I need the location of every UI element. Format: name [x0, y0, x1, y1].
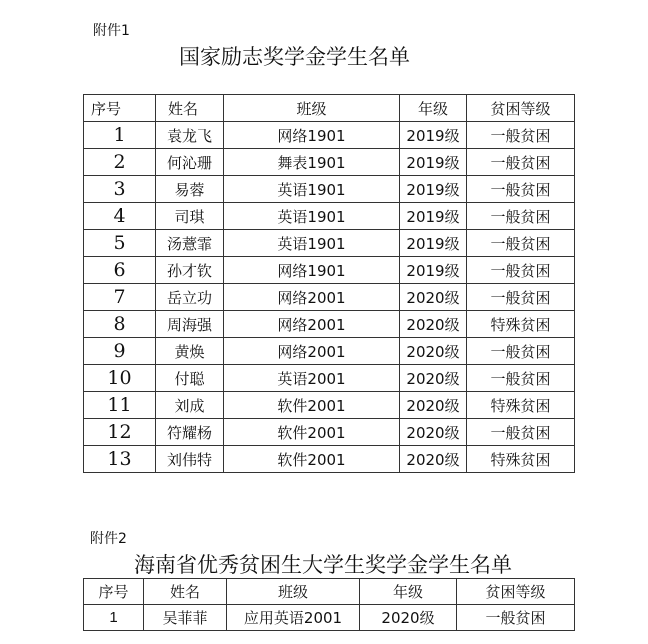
cell-class: 网络2001	[224, 338, 400, 365]
cell-poverty-level: 特殊贫困	[467, 311, 575, 338]
cell-seq: 10	[84, 365, 156, 392]
cell-seq: 3	[84, 176, 156, 203]
cell-grade: 2020级	[400, 392, 467, 419]
attachment-label-1: 附件1	[93, 23, 130, 39]
table-row	[84, 149, 575, 176]
cell-name: 黄焕	[156, 338, 224, 365]
cell-seq: 1	[84, 122, 156, 149]
cell-class: 网络1901	[224, 122, 400, 149]
cell-seq: 7	[84, 284, 156, 311]
cell-class: 应用英语2001	[227, 605, 360, 631]
cell-poverty-level: 一般贫困	[467, 149, 575, 176]
cell-name: 周海强	[156, 311, 224, 338]
cell-name: 刘伟特	[156, 446, 224, 473]
cell-seq: 4	[84, 203, 156, 230]
cell-name: 何沁珊	[156, 149, 224, 176]
cell-name: 付聪	[156, 365, 224, 392]
cell-class: 网络1901	[224, 257, 400, 284]
cell-grade: 2020级	[400, 311, 467, 338]
table-row	[84, 284, 575, 311]
cell-grade: 2019级	[400, 176, 467, 203]
cell-grade: 2019级	[400, 122, 467, 149]
cell-name: 吴菲菲	[144, 605, 227, 631]
cell-seq: 8	[84, 311, 156, 338]
cell-seq: 13	[84, 446, 156, 473]
header-grade: 年级	[400, 95, 467, 122]
cell-class: 英语1901	[224, 230, 400, 257]
student-table-2	[83, 578, 575, 631]
cell-grade: 2019级	[400, 203, 467, 230]
table-row	[84, 419, 575, 446]
table-row	[84, 338, 575, 365]
header-poverty-level: 贫困等级	[467, 95, 575, 122]
table-row	[84, 230, 575, 257]
table-row	[84, 257, 575, 284]
cell-poverty-level: 一般贫困	[467, 338, 575, 365]
cell-poverty-level: 一般贫困	[467, 122, 575, 149]
attachment-label-2: 附件2	[90, 531, 127, 547]
cell-class: 软件2001	[224, 446, 400, 473]
cell-grade: 2020级	[400, 338, 467, 365]
header-class: 班级	[227, 579, 360, 605]
cell-name: 孙才钦	[156, 257, 224, 284]
table-row	[84, 122, 575, 149]
cell-seq: 9	[84, 338, 156, 365]
cell-grade: 2019级	[400, 230, 467, 257]
cell-seq: 1	[84, 605, 144, 631]
cell-name: 岳立功	[156, 284, 224, 311]
table-row	[84, 176, 575, 203]
cell-class: 英语1901	[224, 176, 400, 203]
cell-grade: 2020级	[400, 419, 467, 446]
cell-grade: 2019级	[400, 257, 467, 284]
cell-poverty-level: 一般贫困	[467, 257, 575, 284]
cell-poverty-level: 一般贫困	[467, 419, 575, 446]
header-class: 班级	[224, 95, 400, 122]
cell-grade: 2019级	[400, 149, 467, 176]
cell-poverty-level: 特殊贫困	[467, 392, 575, 419]
cell-poverty-level: 一般贫困	[467, 176, 575, 203]
cell-class: 软件2001	[224, 419, 400, 446]
cell-name: 符耀杨	[156, 419, 224, 446]
cell-class: 英语1901	[224, 203, 400, 230]
student-table-1	[83, 94, 575, 473]
header-grade: 年级	[360, 579, 457, 605]
table-row	[84, 311, 575, 338]
header-name: 姓名	[156, 95, 224, 122]
cell-poverty-level: 一般贫困	[467, 203, 575, 230]
cell-class: 网络2001	[224, 311, 400, 338]
cell-class: 网络2001	[224, 284, 400, 311]
cell-name: 袁龙飞	[156, 122, 224, 149]
cell-seq: 5	[84, 230, 156, 257]
cell-seq: 11	[84, 392, 156, 419]
cell-name: 易蓉	[156, 176, 224, 203]
cell-name: 汤薏霏	[156, 230, 224, 257]
table-row	[84, 365, 575, 392]
cell-grade: 2020级	[400, 284, 467, 311]
table-row	[84, 392, 575, 419]
cell-poverty-level: 一般贫困	[457, 605, 575, 631]
cell-poverty-level: 一般贫困	[467, 365, 575, 392]
header-seq: 序号	[84, 95, 156, 122]
table-row	[84, 446, 575, 473]
cell-name: 刘成	[156, 392, 224, 419]
cell-seq: 12	[84, 419, 156, 446]
cell-grade: 2020级	[400, 365, 467, 392]
header-name: 姓名	[144, 579, 227, 605]
header-seq: 序号	[84, 579, 144, 605]
header-poverty-level: 贫困等级	[457, 579, 575, 605]
cell-seq: 6	[84, 257, 156, 284]
cell-seq: 2	[84, 149, 156, 176]
page-title-2: 海南省优秀贫困生大学生奖学金学生名单	[134, 553, 512, 577]
page-title-1: 国家励志奖学金学生名单	[179, 45, 410, 69]
table-header-row	[84, 95, 575, 122]
cell-class: 软件2001	[224, 392, 400, 419]
cell-grade: 2020级	[360, 605, 457, 631]
table-row	[84, 203, 575, 230]
cell-class: 舞表1901	[224, 149, 400, 176]
cell-poverty-level: 特殊贫困	[467, 446, 575, 473]
cell-grade: 2020级	[400, 446, 467, 473]
cell-poverty-level: 一般贫困	[467, 284, 575, 311]
table-row	[84, 605, 575, 631]
cell-class: 英语2001	[224, 365, 400, 392]
cell-poverty-level: 一般贫困	[467, 230, 575, 257]
cell-name: 司琪	[156, 203, 224, 230]
table-header-row	[84, 579, 575, 605]
